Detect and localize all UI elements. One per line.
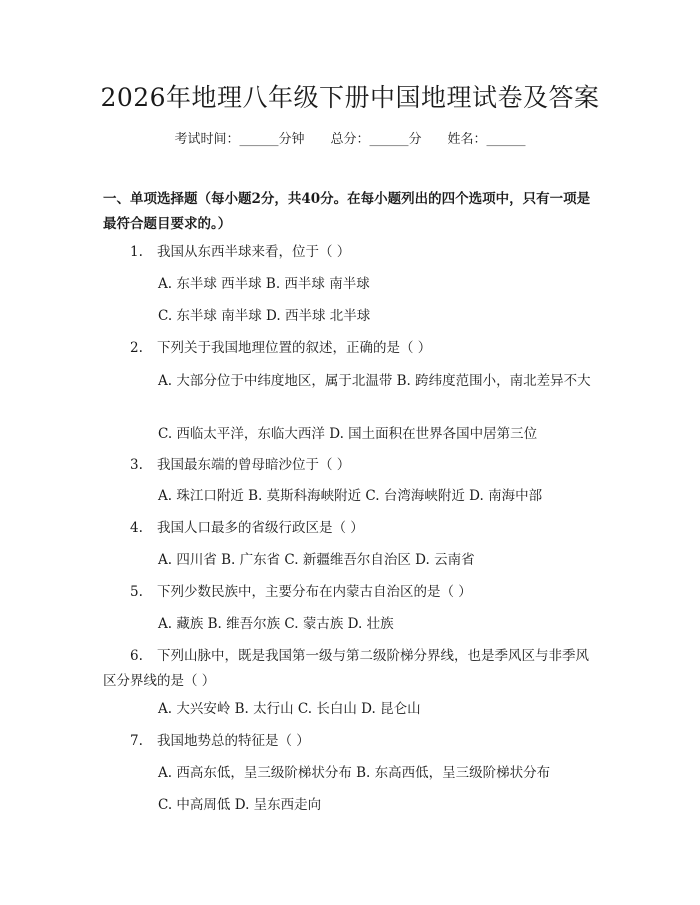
question-number: 3. — [130, 457, 143, 473]
question-number: 2. — [130, 340, 143, 356]
question-text: 我国从东西半球来看，位于（ ） — [157, 244, 351, 260]
question-text: 我国最东端的曾母暗沙位于（ ） — [157, 457, 351, 473]
question-6 — [103, 644, 600, 694]
question-1 — [103, 240, 600, 265]
question-3 — [103, 453, 600, 478]
student-name: 姓名：______ — [447, 132, 526, 147]
question-2-options-2: C. 西临太平洋，东临大西洋 D. 国土面积在世界各国中居第三位 — [158, 426, 538, 442]
question-6-options-1: A. 大兴安岭 B. 太行山 C. 长白山 D. 昆仑山 — [158, 701, 421, 717]
question-7 — [103, 729, 600, 754]
question-5 — [103, 580, 600, 605]
question-text: 下列关于我国地理位置的叙述，正确的是（ ） — [157, 340, 432, 356]
exam-time: 考试时间：______分钟 — [174, 132, 305, 147]
exam-meta — [0, 130, 700, 150]
section-heading: 一、单项选择题（每小题2分，共40分。在每小题列出的四个选项中，只有一项是最符合题目要求的。） — [103, 191, 591, 232]
question-7-options-2: C. 中高周低 D. 呈东西走向 — [158, 797, 322, 813]
exam-score: 总分：______分 — [330, 132, 422, 147]
question-5-options-1: A. 藏族 B. 维吾尔族 C. 蒙古族 D. 壮族 — [158, 616, 394, 632]
page-title: 2026年地理八年级下册中国地理试卷及答案 — [100, 83, 600, 112]
question-3-options-1: A. 珠江口附近 B. 莫斯科海峡附近 C. 台湾海峡附近 D. 南海中部 — [158, 488, 543, 504]
question-text: 我国人口最多的省级行政区是（ ） — [157, 520, 364, 536]
question-text: 下列山脉中，既是我国第一级与第二级阶梯分界线，也是季风区与非季风区分界线的是（ ） — [103, 648, 589, 689]
question-1-options-2: C. 东半球 南半球 D. 西半球 北半球 — [158, 308, 371, 324]
question-4-options-1: A. 四川省 B. 广东省 C. 新疆维吾尔自治区 D. 云南省 — [158, 552, 475, 568]
question-number: 4. — [130, 520, 143, 536]
question-2 — [103, 336, 600, 361]
question-text: 我国地势总的特征是（ ） — [157, 733, 310, 749]
question-2-options-1: A. 大部分位于中纬度地区，属于北温带 B. 跨纬度范围小，南北差异不大 — [158, 373, 591, 389]
question-number: 7. — [130, 733, 143, 749]
question-number: 5. — [130, 584, 143, 600]
question-number: 6. — [130, 648, 143, 664]
question-7-options-1: A. 西高东低，呈三级阶梯状分布 B. 东高西低，呈三级阶梯状分布 — [158, 765, 551, 781]
question-4 — [103, 516, 600, 541]
question-1-options-1: A. 东半球 西半球 B. 西半球 南半球 — [158, 276, 370, 292]
question-number: 1. — [130, 244, 143, 260]
question-text: 下列少数民族中，主要分布在内蒙古自治区的是（ ） — [157, 584, 472, 600]
